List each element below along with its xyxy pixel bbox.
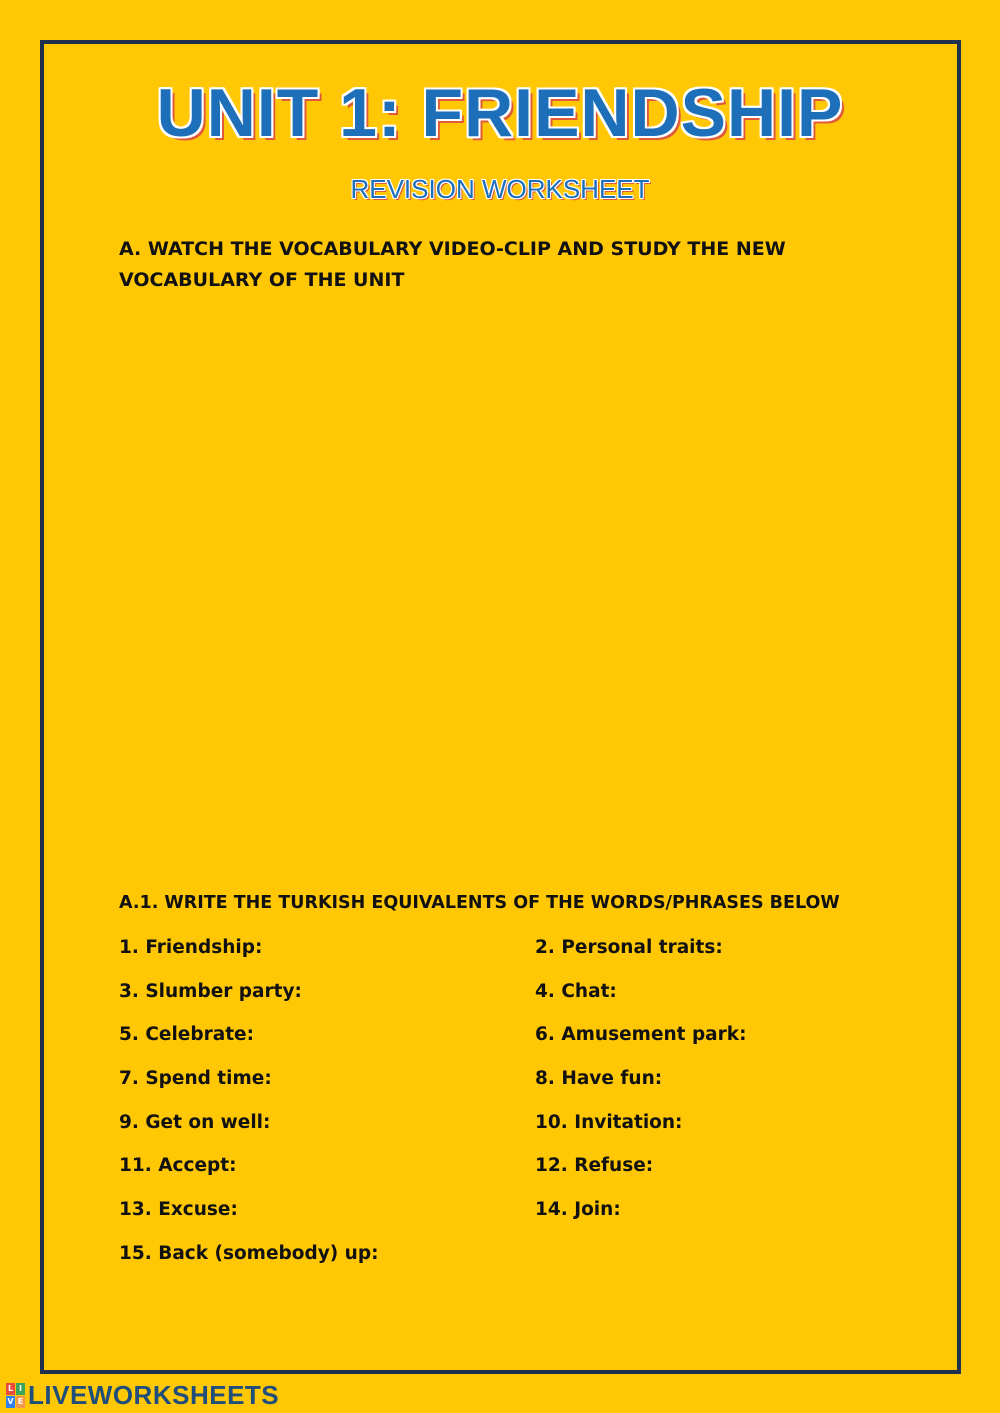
vocab-item: 11. Accept: — [119, 1155, 237, 1177]
vocab-item: 6. Amusement park: — [535, 1024, 747, 1046]
section-a1-instruction: A.1. WRITE THE TURKISH EQUIVALENTS OF THE WORDS/PHRASES BELOW — [119, 893, 840, 913]
vocab-item: 8. Have fun: — [535, 1068, 663, 1090]
vocab-item: 12. Refuse: — [535, 1155, 654, 1177]
vocabulary-list — [119, 934, 935, 1284]
vocab-item: 10. Invitation: — [535, 1111, 683, 1133]
footer-brand-text: LIVEWORKSHEETS — [28, 1380, 280, 1410]
footer-brand[interactable] — [6, 1380, 279, 1411]
vocab-item: 14. Join: — [535, 1199, 621, 1221]
vocab-item: 9. Get on well: — [119, 1111, 271, 1133]
vocab-item: 7. Spend time: — [119, 1068, 272, 1090]
vocab-item: 1. Friendship: — [119, 937, 263, 958]
section-a-instruction: A. WATCH THE VOCABULARY VIDEO-CLIP AND STUDY THE NEW VOCABULARY OF THE UNIT — [119, 238, 786, 291]
liveworksheets-logo-icon: L I V E — [7, 1384, 24, 1406]
vocab-item: 15. Back (somebody) up: — [119, 1242, 379, 1264]
page-subtitle: REVISION WORKSHEET — [350, 174, 650, 204]
vocab-item: 2. Personal traits: — [535, 937, 723, 958]
page-title: UNIT 1: FRIENDSHIP — [156, 75, 844, 151]
vocab-item: 3. Slumber party: — [119, 980, 302, 1002]
vocab-item: 13. Excuse: — [119, 1199, 238, 1221]
vocab-item: 5. Celebrate: — [119, 1024, 254, 1046]
vocab-item: 4. Chat: — [535, 980, 617, 1002]
